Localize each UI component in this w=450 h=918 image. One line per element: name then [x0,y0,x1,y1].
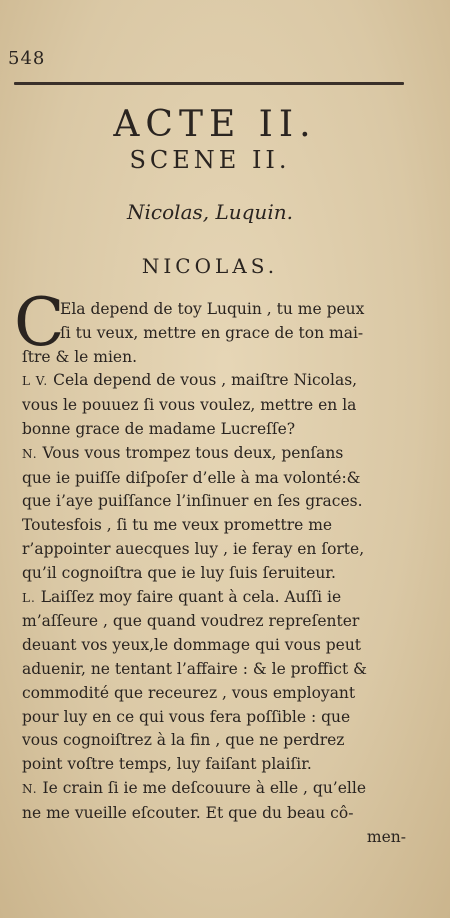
line-text: r’appointer auecques luy , ie feray en ſorte, [22,539,365,558]
line-text: Cela depend de vous , maiſtre Nicolas, [48,371,358,390]
text-line [22,514,406,538]
speaker-abbreviation: N. [22,446,38,461]
text-line [22,418,406,442]
dialogue-text [22,298,406,849]
line-text: qu’il cognoiſtra que ie luy ſuis ſeruiteur. [22,563,336,582]
line-text: Ela depend de toy Luquin , tu me peux [60,300,365,318]
line-text: pour luy en ce qui vous fera poſſible : que [22,707,351,726]
line-text: point voſtre temps, luy faiſant plaiſir. [22,755,312,774]
line-text: ſtre & le mien. [22,347,137,366]
line-text: aduenir, ne tentant l’affaire : & le proffict & [22,659,367,678]
text-line [22,538,406,562]
page-number: 548 [8,48,46,69]
line-text: m’aſſeure , que quand voudrez repreſenter [22,612,360,631]
text-line [22,394,406,418]
text-line [22,346,406,370]
text-line [22,369,406,394]
speaker-abbreviation: L V. [22,374,49,389]
line-text: ſi tu veux, mettre en grace de ton mai- [60,323,364,342]
text-line [22,753,406,777]
line-text: Laiſſez moy faire quant à cela. Auſſi ie [35,587,342,606]
text-line [22,729,406,753]
line-text: vous le pouuez ſi vous voulez, mettre en la [22,396,357,415]
speaker-abbreviation: N. [22,781,38,796]
line-text: que i’aye puiſſance l’inſinuer en ſes graces. [22,492,363,511]
scene-title: SCENE II. [129,146,291,174]
line-text: Toutesfois , ſi tu me veux promettre me [22,516,333,535]
text-line [22,682,406,706]
text-line [22,826,406,850]
line-text: deuant vos yeux,le dommage qui vous peut [22,636,362,655]
text-line [22,322,406,346]
text-line [22,777,406,802]
line-text: commodité que receurez , vous employant [22,683,356,702]
text-line [22,706,406,730]
line-text: vous cognoiſtrez à la fin , que ne perdrez [22,731,345,750]
text-line [22,298,406,322]
line-text: bonne grace de madame Lucreſſe? [22,419,296,438]
speaker-abbreviation: L. [22,590,36,605]
text-line [22,562,406,586]
text-line [22,467,406,491]
act-title: ACTE II. [113,104,317,145]
text-line [22,490,406,514]
text-line [22,658,406,682]
text-line [22,442,406,467]
line-text: Ie crain ſi ie me deſcouure à elle , qu’elle [37,778,366,797]
text-line [22,634,406,658]
text-line [22,586,406,611]
line-text: ne me vueille eſcouter. Et que du beau cô- [22,803,354,822]
text-line [22,802,406,826]
line-text: que ie puiſſe diſpoſer d’elle à ma volonté:& [22,468,361,487]
header-rule [14,82,404,85]
character-list: Nicolas, Luquin. [127,200,293,224]
drop-cap: C [14,284,65,361]
text-line [22,610,406,634]
speaker-heading: NICOLAS. [141,254,279,278]
line-text: men- [366,827,406,846]
line-text: Vous vous trompez tous deux, penſans [37,443,344,462]
